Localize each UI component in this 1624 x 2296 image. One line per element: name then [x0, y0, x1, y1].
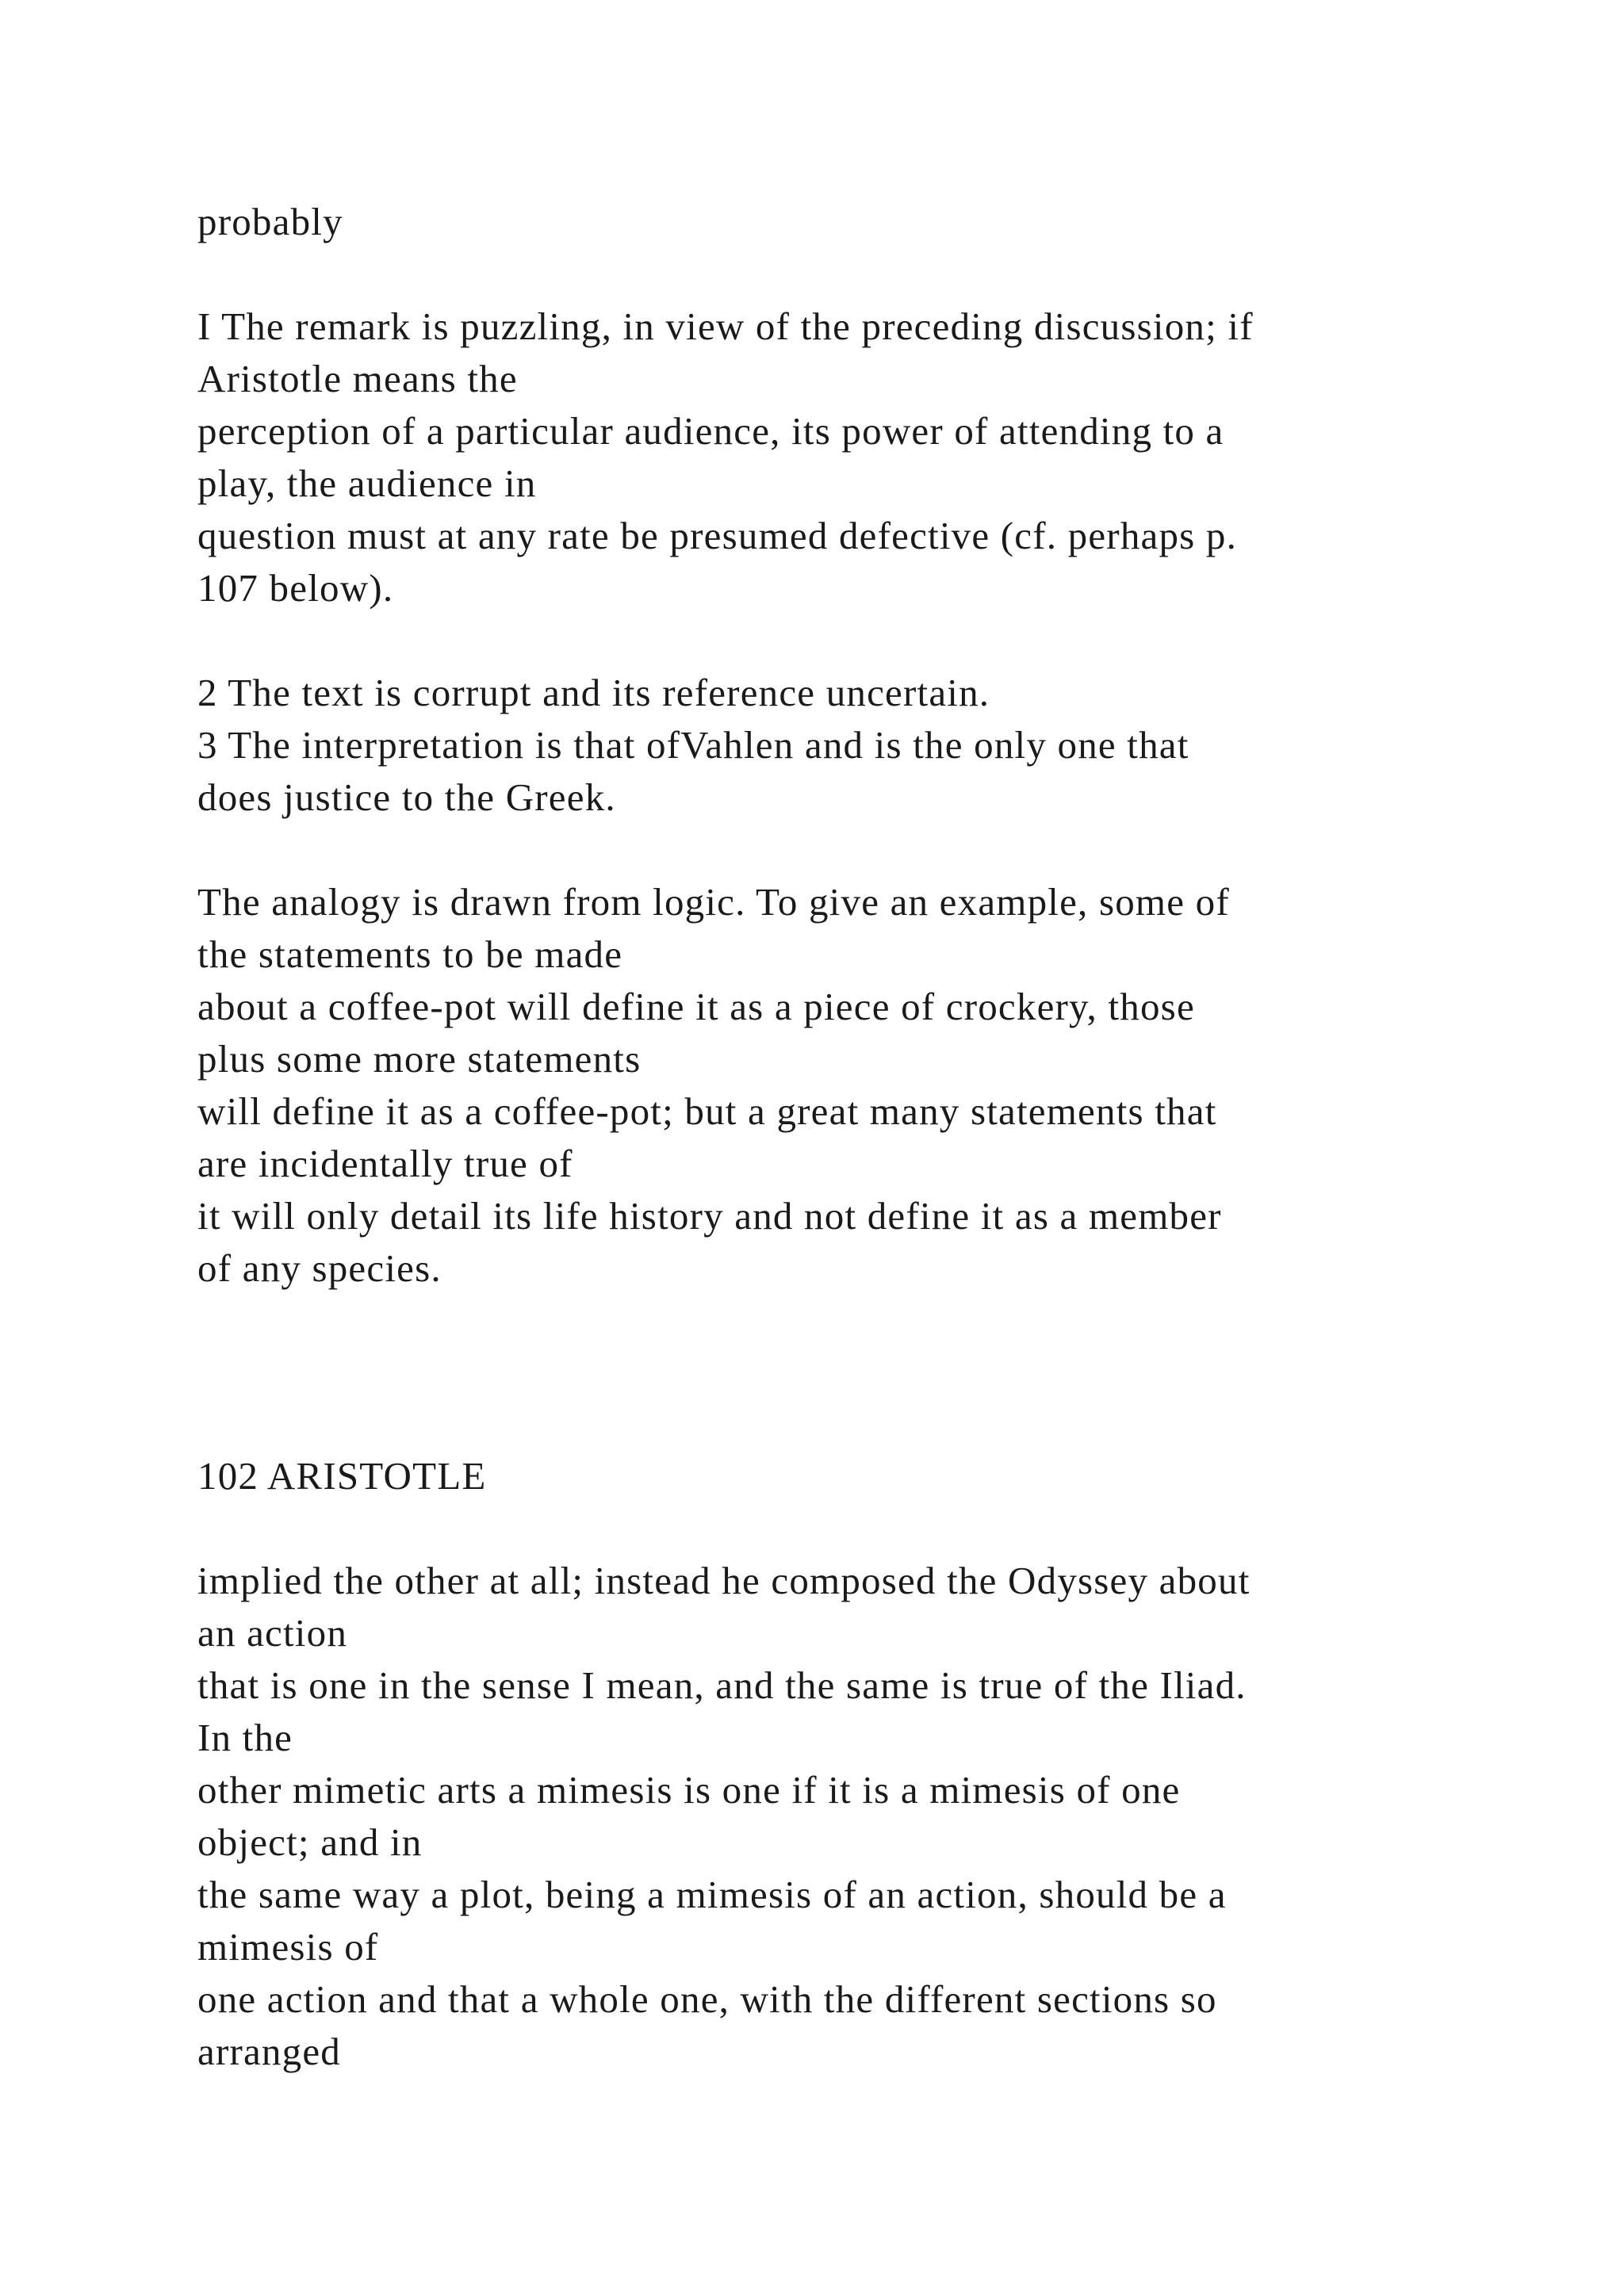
- text-line: probably: [197, 200, 343, 243]
- footnote-line: 107 below).: [197, 566, 394, 610]
- footnote-line: will define it as a coffee-pot; but a great many statements that: [197, 1089, 1217, 1133]
- footnote-line: question must at any rate be presumed defective (cf. perhaps p.: [197, 514, 1238, 557]
- body-text-line: the same way a plot, being a mimesis of an action, should be a: [197, 1873, 1227, 1916]
- footnote-line: 3 The interpretation is that ofVahlen and is the only one that: [197, 723, 1189, 767]
- footnote-line: Aristotle means the: [197, 357, 518, 400]
- footnote-line: 2 The text is corrupt and its reference uncertain.: [197, 671, 990, 714]
- body-text-line: mimesis of: [197, 1925, 379, 1969]
- page-header: 102 ARISTOTLE: [197, 1454, 487, 1498]
- footnote-line: The analogy is drawn from logic. To give an example, some of: [197, 880, 1230, 924]
- footnote-line: are incidentally true of: [197, 1142, 573, 1185]
- body-text-line: that is one in the sense I mean, and the same is true of the Iliad.: [197, 1663, 1247, 1707]
- body-text-line: implied the other at all; instead he composed the Odyssey about: [197, 1559, 1251, 1602]
- body-text-line: object; and in: [197, 1820, 423, 1864]
- footnote-line: about a coffee-pot will define it as a piece of crockery, those: [197, 985, 1195, 1028]
- footnote-line: I The remark is puzzling, in view of the preceding discussion; if: [197, 304, 1254, 348]
- footnote-line: it will only detail its life history and not define it as a member: [197, 1194, 1222, 1238]
- body-text-line: other mimetic arts a mimesis is one if it is a mimesis of one: [197, 1768, 1181, 1812]
- body-text-line: one action and that a whole one, with the different sections so: [197, 1977, 1217, 2021]
- body-text-line: an action: [197, 1611, 348, 1655]
- footnote-line: the statements to be made: [197, 932, 623, 976]
- body-text-line: In the: [197, 1716, 293, 1759]
- footnote-line: does justice to the Greek.: [197, 775, 616, 819]
- footnote-line: plus some more statements: [197, 1037, 642, 1081]
- footnote-line: play, the audience in: [197, 461, 537, 505]
- footnote-line: of any species.: [197, 1246, 442, 1290]
- footnote-line: perception of a particular audience, its power of attending to a: [197, 409, 1224, 453]
- body-text-line: arranged: [197, 2030, 341, 2073]
